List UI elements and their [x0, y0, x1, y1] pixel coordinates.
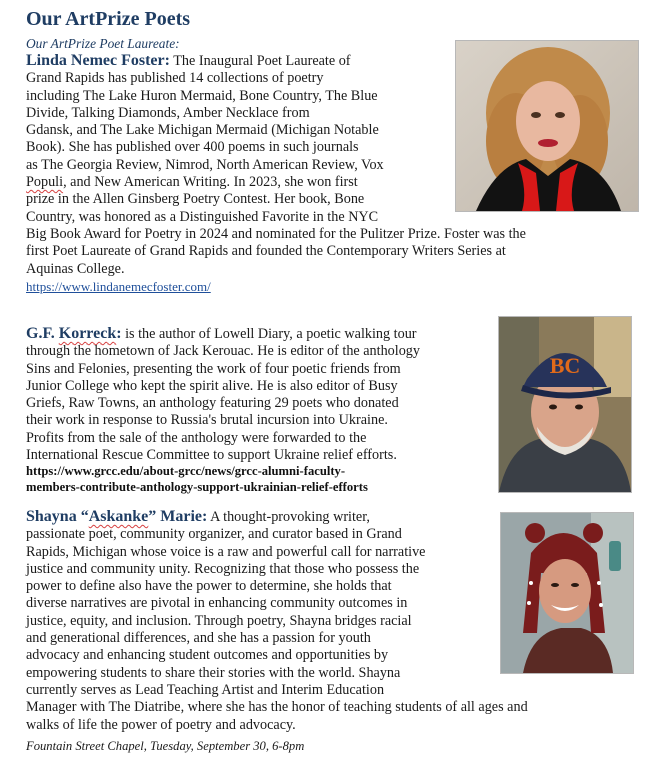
poet3-line: walks of life the power of poetry and advocacy.: [26, 716, 296, 733]
poet3-name: Shayna “Askanke” Marie:: [26, 508, 208, 525]
poet3-line: Rapids, Michigan whose voice is a raw and powerful call for narrative: [26, 543, 426, 560]
page-title: Our ArtPrize Poets: [26, 8, 191, 30]
poet3-line: currently serves as Lead Teaching Artist and Interim Education: [26, 681, 385, 698]
poet3-line: A thought-provoking writer,: [207, 509, 370, 525]
poet1-line: Grand Rapids has published 14 collections of poetry: [26, 70, 324, 87]
poet2-news-link[interactable]: https://www.grcc.edu/about-grcc/news/grcc-alumni-faculty-: [26, 464, 346, 479]
spellcheck-word: Populi: [26, 174, 64, 191]
poet3-line: justice and community unity. Recognizing that those who possess the: [26, 560, 420, 577]
poet2-line: Profits from the sale of the anthology were forwarded to the: [26, 429, 367, 446]
poet1-line: Big Book Award for Poetry in 2024 and nominated for the Pulitzer Prize. Foster was the: [26, 225, 526, 242]
poet2-line: Sins and Felonies, presenting the work of four poetic friends from: [26, 360, 401, 377]
poet1-line-rest: , and New American Writing. In 2023, she won first: [63, 174, 358, 191]
poet1-line: prize in the Allen Ginsberg Poetry Contest. Her book, Bone: [26, 191, 365, 208]
poet3-line: empowering students to share their stories with the world. Shayna: [26, 664, 401, 681]
poet2-bio: [26, 325, 496, 495]
poet2-line: International Rescue Committee to support Ukraine relief efforts.: [26, 447, 397, 464]
poet2-line: Junior College who kept the spirit alive. He is also editor of Busy: [26, 377, 398, 394]
portrait-woman-braids-icon: [501, 513, 633, 673]
spellcheck-word: Askanke: [88, 508, 149, 525]
poet3-line: advocacy and enhancing student outcomes and opportunities by: [26, 647, 389, 664]
poet2-line: Griefs, Raw Towns, an anthology featuring 29 poets who donated: [26, 395, 399, 412]
poet3-photo: [500, 512, 634, 674]
poet1-line: Book). She has published over 400 poems in such journals: [26, 139, 359, 156]
poet3-line: passionate poet, community organizer, and curator based in Grand: [26, 526, 402, 543]
poet2-line: through the hometown of Jack Kerouac. He is editor of the anthology: [26, 343, 420, 360]
laureate-label: Our ArtPrize Poet Laureate:: [26, 36, 180, 51]
poet3-line: Manager with The Diatribe, where she has the honor of teaching students of all ages and: [26, 699, 528, 716]
poet1-line: including The Lake Huron Mermaid, Bone Country, The Blue: [26, 87, 378, 104]
poet3-line: power to define also have the power to determine, she holds that: [26, 578, 392, 595]
poet1-line: Aquinas College.: [26, 260, 125, 277]
poet1-name: Linda Nemec Foster:: [26, 52, 170, 69]
portrait-man-cap-icon: [499, 317, 631, 492]
poet1-website-link[interactable]: https://www.lindanemecfoster.com/: [26, 278, 211, 294]
poet3-line: justice, equity, and inclusion. Through poetry, Shayna bridges racial: [26, 612, 412, 629]
poet3-line: and generational differences, and she has a passion for youth: [26, 630, 371, 647]
poet1-line: first Poet Laureate of Grand Rapids and founded the Contemporary Writers Series at: [26, 243, 506, 260]
poet1-line: Gdansk, and The Lake Michigan Mermaid (Michigan Notable: [26, 122, 379, 139]
poet2-line: their work in response to Russia's brutal incursion into Ukraine.: [26, 412, 388, 429]
poet1-line: The Inaugural Poet Laureate of: [169, 53, 351, 69]
portrait-woman-icon: [456, 41, 638, 211]
poet3-line: diverse narratives are pivotal in enhancing community outcomes in: [26, 595, 408, 612]
poet2-name: G.F. Korreck:: [26, 325, 122, 342]
svg-text:BC: BC: [549, 353, 581, 378]
spellcheck-word: Korreck: [58, 325, 117, 342]
poet1-line: Country, was honored as a Distinguished Favorite in the NYC: [26, 208, 379, 225]
poet2-photo: [498, 316, 632, 493]
poet1-line: Divide, Talking Diamonds, Amber Necklace from: [26, 104, 310, 121]
poet2-news-link-cont[interactable]: members-contribute-anthology-support-ukrainian-relief-efforts: [26, 479, 368, 494]
poet1-photo: [455, 40, 639, 212]
poet2-line: is the author of Lowell Diary, a poetic walking tour: [121, 326, 417, 342]
event-footer: Fountain Street Chapel, Tuesday, September 30, 6-8pm: [26, 739, 305, 753]
poet1-line: as The Georgia Review, Nimrod, North American Review, Vox: [26, 156, 384, 173]
